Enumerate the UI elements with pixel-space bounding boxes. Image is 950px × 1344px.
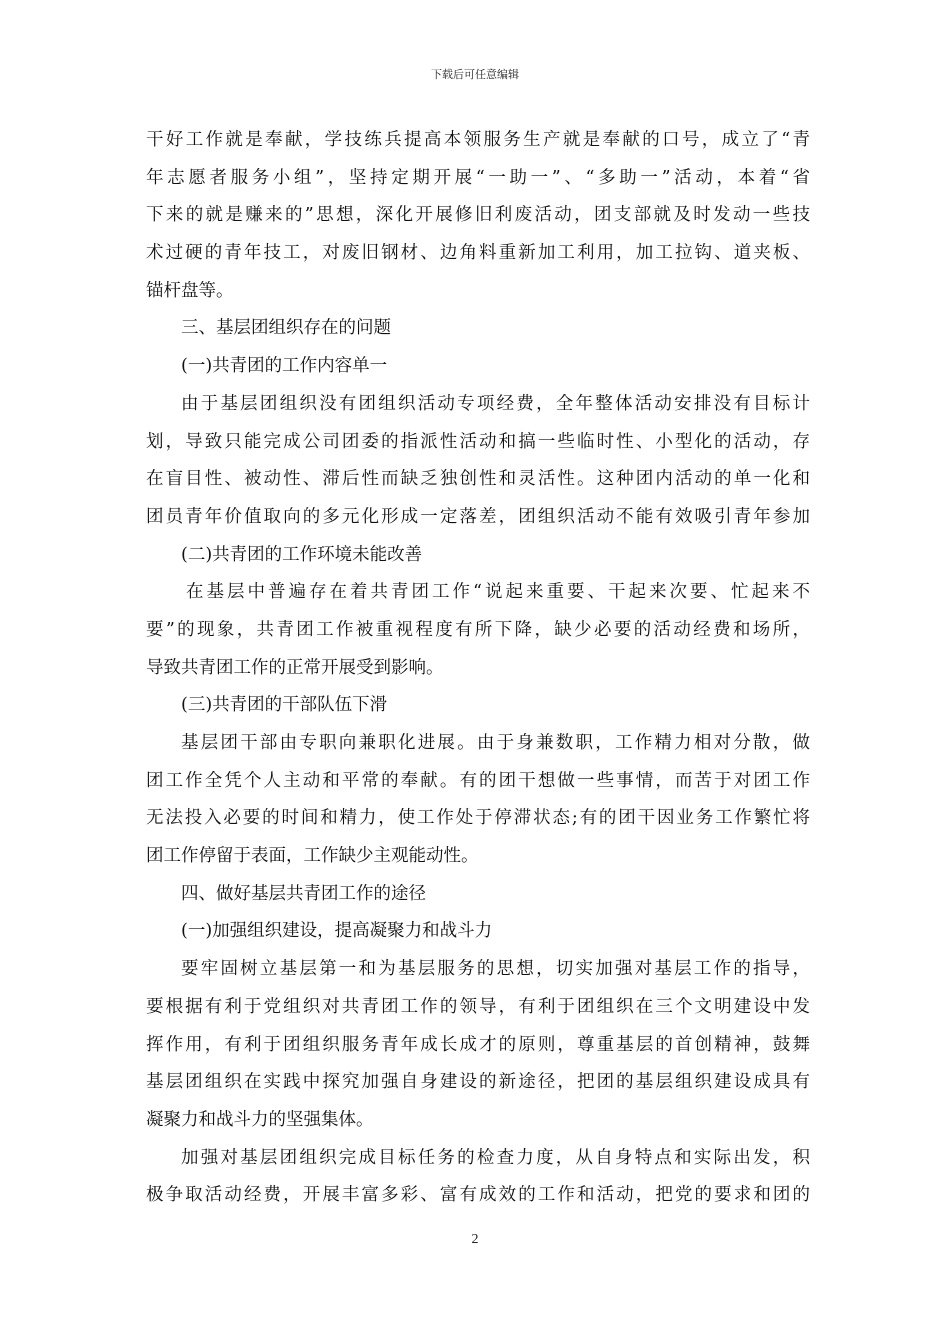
document-body xyxy=(146,122,810,1215)
subsection-heading: (一)加强组织建设，提高凝聚力和战斗力 xyxy=(181,921,493,942)
text-line: 导致共青团工作的正常开展受到影响。 xyxy=(146,657,444,678)
text-line: 术过硬的青年技工，对废旧钢材、边角料重新加工利用，加工拉钩、道夹板、 xyxy=(146,243,810,264)
text-line: 挥作用，有利于团组织服务青年成长成才的原则，尊重基层的首创精神，鼓舞 xyxy=(146,1034,810,1055)
page-header-note: 下载后可任意编辑 xyxy=(431,68,519,81)
text-line: 基层团组织在实践中探究加强自身建设的新途径，把团的基层组织建设成具有 xyxy=(146,1072,810,1093)
text-line: 团工作停留于表面，工作缺少主观能动性。 xyxy=(146,846,479,867)
text-line: 干好工作就是奉献，学技练兵提高本领服务生产就是奉献的口号，成立了“青 xyxy=(146,130,810,150)
text-line: 加强对基层团组织完成目标任务的检查力度，从自身特点和实际出发，积 xyxy=(181,1147,810,1168)
section-heading: 四、做好基层共青团工作的途径 xyxy=(181,883,426,904)
text-line: 下来的就是赚来的”思想，深化开展修旧利废活动，团支部就及时发动一些技 xyxy=(146,205,810,226)
text-line: 极争取活动经费，开展丰富多彩、富有成效的工作和活动，把党的要求和团的 xyxy=(146,1185,810,1206)
text-line: 要牢固树立基层第一和为基层服务的思想，切实加强对基层工作的指导， xyxy=(181,959,810,980)
text-line: 团员青年价值取向的多元化形成一定落差，团组织活动不能有效吸引青年参加 xyxy=(146,506,810,527)
text-line: 无法投入必要的时间和精力，使工作处于停滞状态;有的团干因业务工作繁忙将 xyxy=(146,808,810,829)
text-line: 基层团干部由专职向兼职化进展。由于身兼数职，工作精力相对分散，做 xyxy=(181,733,810,753)
subsection-heading: (三)共青团的干部队伍下滑 xyxy=(181,695,388,716)
text-line: 要根据有利于党组织对共青团工作的领导，有利于团组织在三个文明建设中发 xyxy=(146,996,810,1017)
text-line: 在基层中普遍存在着共青团工作“说起来重要、干起来次要、忙起来不 xyxy=(186,582,810,603)
subsection-heading: (一)共青团的工作内容单一 xyxy=(181,356,388,377)
text-line: 锚杆盘等。 xyxy=(146,280,234,301)
text-line: 凝聚力和战斗力的坚强集体。 xyxy=(146,1109,374,1130)
text-line: 要”的现象，共青团工作被重视程度有所下降，缺少必要的活动经费和场所， xyxy=(146,619,810,640)
text-line: 由于基层团组织没有团组织活动专项经费，全年整体活动安排没有目标计 xyxy=(181,393,810,414)
text-line: 在盲目性、被动性、滞后性而缺乏独创性和灵活性。这种团内活动的单一化和 xyxy=(146,469,810,490)
section-heading: 三、基层团组织存在的问题 xyxy=(181,318,391,339)
text-line: 团工作全凭个人主动和平常的奉献。有的团干想做一些事情，而苦于对团工作 xyxy=(146,770,810,791)
subsection-heading: (二)共青团的工作环境未能改善 xyxy=(181,544,423,565)
page-number: 2 xyxy=(471,1232,479,1247)
text-line: 划，导致只能完成公司团委的指派性活动和搞一些临时性、小型化的活动，存 xyxy=(146,431,810,452)
text-line: 年志愿者服务小组”，坚持定期开展“一助一”、“多助一”活动，本着“省 xyxy=(146,167,810,188)
